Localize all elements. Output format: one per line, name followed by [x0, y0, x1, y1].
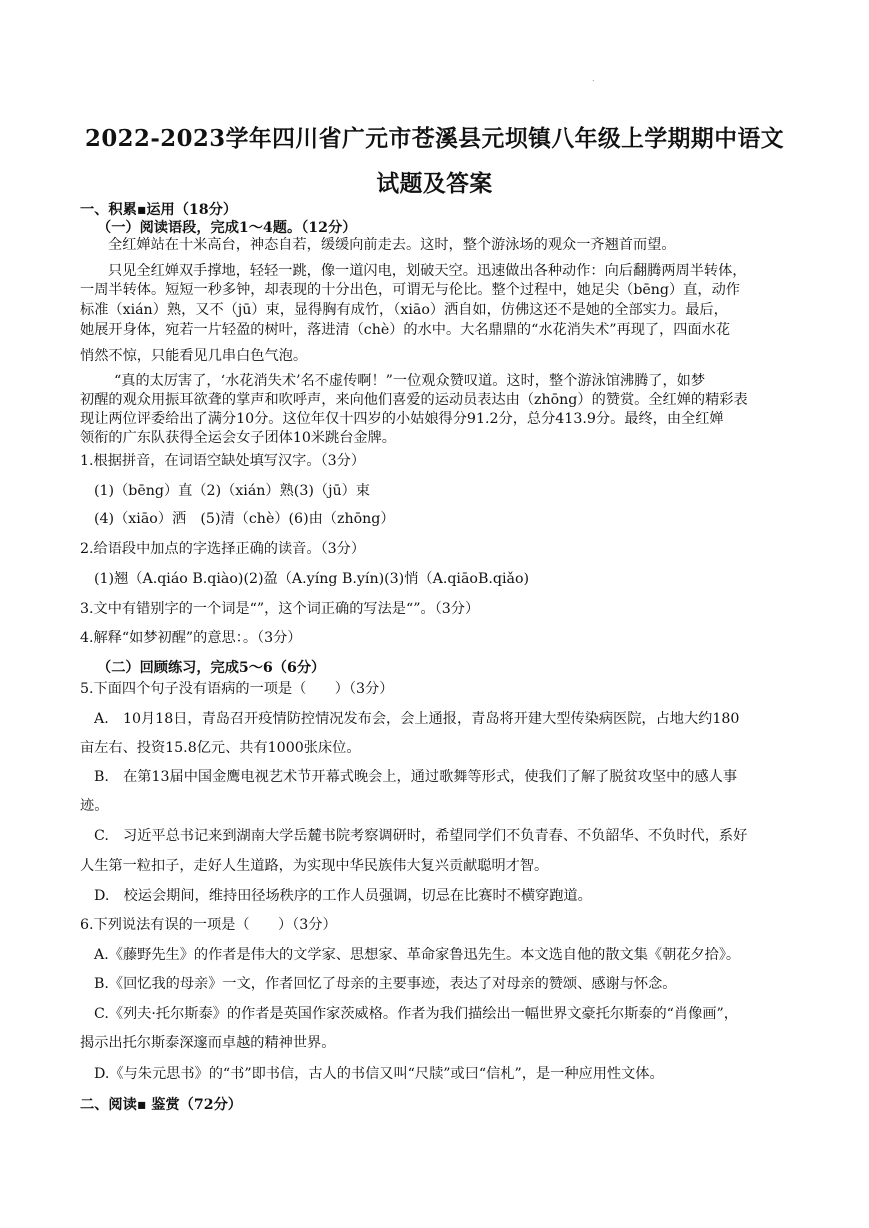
- passage-line: 一周半转体。短短一秒多钟，却表现的十分出色，可谓无与伦比。整个过程中，她足尖（bēng）直，动作: [80, 282, 740, 298]
- question-2: 2.给语段中加点的字选择正确的读音。（3分）: [80, 541, 366, 557]
- option-text: 揭示出托尔斯泰深邃而卓越的精神世界。: [80, 1035, 336, 1051]
- subsection-heading-2: （二）回顾练习，完成5～6（6分）: [97, 660, 326, 676]
- passage-line: 现让两位评委给出了满分10分。这位年仅十四岁的小姑娘得分91.2分，总分413.9分。最终，由全红婵: [80, 411, 724, 427]
- passage-line: 全红婵站在十米高台，神态自若，缓缓向前走去。这时，整个游泳场的观众一齐翘首而望。: [108, 237, 676, 253]
- header-mark: .: [592, 74, 595, 83]
- option-text: D. 校运会期间，维持田径场秩序的工作人员强调，切忌在比赛时不横穿跑道。: [94, 888, 592, 904]
- passage-line: 悄然不惊，只能看见几串白色气泡。: [80, 348, 308, 364]
- option-text: D.《与朱元思书》的“书”即书信，古人的书信又叫“尺牍”或曰“信札”，是一种应用性文体。: [94, 1066, 664, 1082]
- question-1-items: (1)（bēng）直（2)（xián）熟(3)（jū）束: [94, 483, 370, 499]
- option-text: 亩左右、投资15.8亿元、共有1000张床位。: [80, 740, 361, 756]
- question-6: 6.下列说法有误的一项是（ ）（3分）: [80, 917, 337, 933]
- section-heading-2: 二、阅读▪ 鉴赏（72分）: [80, 1097, 242, 1113]
- option-text: B. 在第13届中国金鹰电视艺术节开幕式晚会上，通过歌舞等形式，使我们了解了脱贫攻坚中的感人事: [94, 769, 738, 785]
- option-text: 迹。: [80, 798, 109, 814]
- passage-line: 领衔的广东队获得全运会女子团体10米跳台金牌。: [80, 430, 396, 446]
- question-1: 1.根据拼音，在词语空缺处填写汉字。（3分）: [80, 453, 366, 469]
- option-text: 人生第一粒扣子，走好人生道路，为实现中华民族伟大复兴贡献聪明才智。: [80, 858, 549, 874]
- passage-line: 只见全红婵双手撑地，轻轻一跳，像一道闪电，划破天空。迅速做出各种动作：向后翻腾两周半转体，: [108, 263, 747, 279]
- question-2-options: (1)翘（A.qiáo B.qiào)(2)盈（A.yíng B.yín)(3)悄（A.qiāoB.qiǎo): [94, 571, 530, 587]
- document-title: 2022-2023学年四川省广元市苍溪县元坝镇八年级上学期期中语文: [84, 125, 785, 152]
- passage-line: “真的太厉害了，‘水花消失术’名不虚传啊！”一位观众赞叹道。这时，整个游泳馆沸腾了，如梦: [114, 373, 706, 389]
- option-text: A.《藤野先生》的作者是伟大的文学家、思想家、革命家鲁迅先生。本文选自他的散文集《朝花夕拾》。: [94, 947, 741, 963]
- passage-line: 她展开身体，宛若一片轻盈的树叶，落进清（chè）的水中。大名鼎鼎的“水花消失术”再现了，四面水花: [80, 322, 731, 338]
- subsection-heading-1: （一）阅读语段，完成1～4题。（12分）: [97, 220, 357, 236]
- option-text: C. 习近平总书记来到湖南大学岳麓书院考察调研时，希望同学们不负青春、不负韶华、不负时代，系好: [94, 828, 748, 844]
- question-3: 3.文中有错别字的一个词是“”，这个词正确的写法是“”。（3分）: [80, 601, 480, 617]
- option-text: B.《回忆我的母亲》一文，作者回忆了母亲的主要事迹，表达了对母亲的赞颂、感谢与怀念。: [94, 976, 677, 992]
- option-text: C.《列夫·托尔斯泰》的作者是英国作家茨威格。作者为我们描绘出一幅世界文豪托尔斯泰的“肖像画”，: [94, 1006, 738, 1022]
- passage-line: 标准（xián）熟，又不（jū）束，显得胸有成竹，（xiāo）洒自如，仿佛这还不是她的全部实力。最后，: [80, 302, 728, 318]
- document-title-line2: 试题及答案: [376, 170, 493, 197]
- option-text: A. 10月18日，青岛召开疫情防控情况发布会，会上通报，青岛将开建大型传染病医院，占地大约180: [94, 711, 740, 727]
- question-1-items: (4)（xiāo）洒 (5)清（chè）(6)由（zhōng）: [94, 511, 395, 527]
- question-4: 4.解释“如梦初醒”的意思：。（3分）: [80, 630, 302, 646]
- passage-line: 初醒的观众用振耳欲聋的掌声和吹呼声，来向他们喜爱的运动员表达由（zhōng）的赞赏。全红婵的精彩表: [80, 392, 748, 408]
- question-5: 5.下面四个句子没有语病的一项是（ ）（3分）: [80, 681, 394, 697]
- section-heading-1: 一、积累▪运用（18分）: [80, 202, 238, 218]
